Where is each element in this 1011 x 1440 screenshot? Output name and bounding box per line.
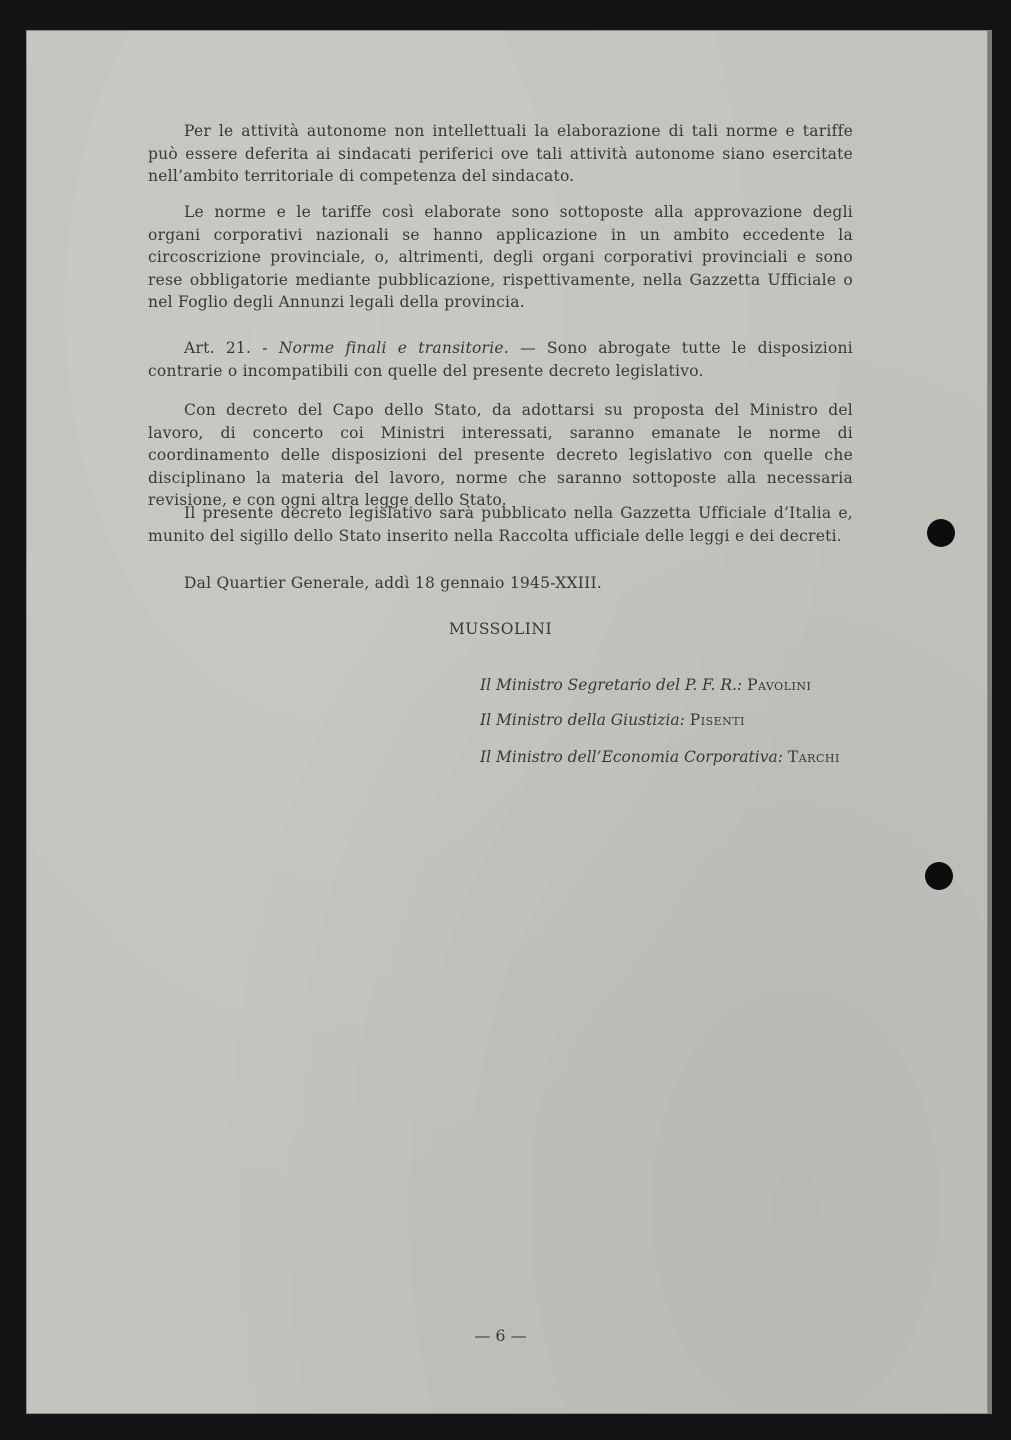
head-signature: MUSSOLINI xyxy=(448,620,553,638)
article-21-title: Norme finali e transitorie. xyxy=(278,339,510,357)
article-21-body: — Sono abrogate tutte le disposizioni contrarie o incompatibili con quelle del presente decreto legislativo. xyxy=(148,339,853,380)
punch-hole-bottom xyxy=(925,862,953,890)
paragraph-2 xyxy=(148,201,853,314)
paragraph-4 xyxy=(148,399,853,512)
page-number: — 6 — xyxy=(474,1326,527,1345)
paragraph-5-text: Il presente decreto legislativo sarà pubblicato nella Gazzetta Ufficiale d’Italia e, munito del sigillo dello Stato inserito nella Raccolta ufficiale delle leggi e dei decreti. xyxy=(148,504,853,545)
minister-name-2: Pisenti xyxy=(689,711,745,729)
paragraph-2-text: Le norme e le tariffe così elaborate sono sottoposte alla approvazione degli organi corporativi nazionali se hanno applicazione in un ambito eccedente la circoscrizione provinciale, o, altrimenti, degli organi corporativi provinciali e sono rese obbligatorie mediante pubblicazione, rispettivamente, nella Gazzetta Ufficiale o nel Foglio degli Annunzi legali della provincia. xyxy=(148,203,853,311)
paragraph-4-text: Con decreto del Capo dello Stato, da adottarsi su proposta del Ministro del lavoro, di concerto coi Ministri interessati, saranno emanate le norme di coordinamento delle disposizioni del presente decreto legislativo con quelle che disciplinano la materia del lavoro, norme che saranno sottoposte alla necessaria revisione, e con ogni altra legge dello Stato. xyxy=(148,401,853,509)
page-edge xyxy=(988,30,992,1414)
minister-signature-1 xyxy=(480,676,811,694)
minister-role-2: Il Ministro della Giustizia: xyxy=(480,711,685,729)
place-date-text: Dal Quartier Generale, addì 18 gennaio 1945-XXIII. xyxy=(184,574,603,592)
minister-role-3: Il Ministro dell’Economia Corporativa: xyxy=(480,748,783,766)
minister-name-1: Pavolini xyxy=(747,676,812,694)
minister-name-3: Tarchi xyxy=(787,748,840,766)
punch-hole-top xyxy=(927,519,955,547)
minister-signature-2 xyxy=(480,711,745,729)
paragraph-5 xyxy=(148,502,853,547)
article-21-text xyxy=(148,337,853,382)
article-21 xyxy=(148,337,853,382)
minister-signature-3 xyxy=(480,748,840,766)
paragraph-1-text: Per le attività autonome non intellettuali la elaborazione di tali norme e tariffe può essere deferita ai sindacati periferici ove tali attività autonome siano esercitate nell’ambito territoriale di competenza del sindacato. xyxy=(148,122,853,185)
paragraph-1 xyxy=(148,120,853,188)
article-21-number: Art. 21. - xyxy=(184,339,279,357)
place-date xyxy=(148,572,853,595)
minister-role-1: Il Ministro Segretario del P. F. R.: xyxy=(480,676,743,694)
